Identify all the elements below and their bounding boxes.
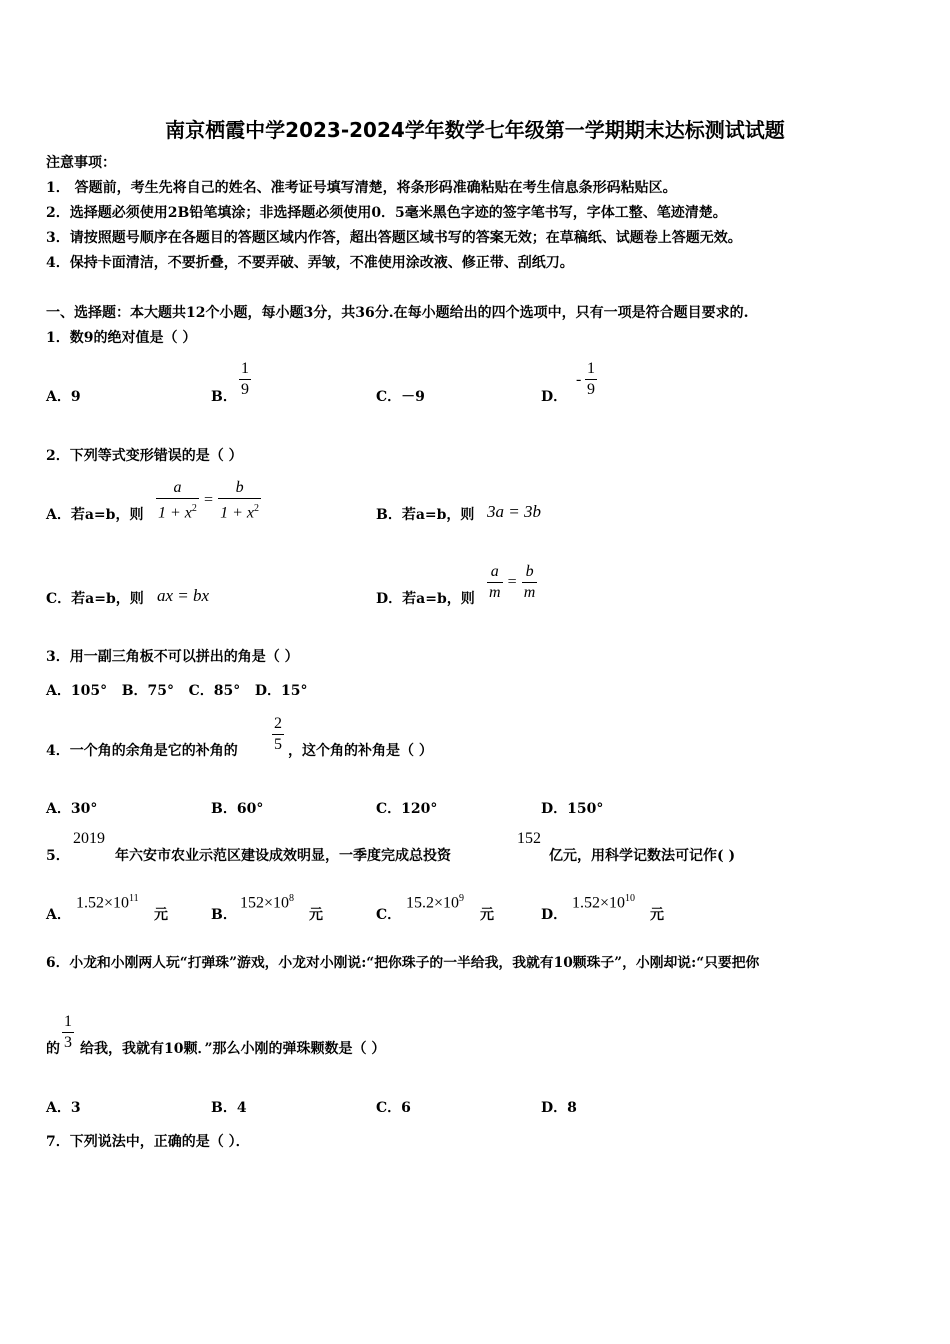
- q1-option-a: A．9: [46, 389, 81, 405]
- q1-d-numerator: 1: [585, 360, 597, 380]
- q2-a-sq1: 2: [191, 503, 197, 514]
- q5-d-unit: 元: [650, 907, 664, 923]
- section-heading: 一、选择题：本大题共12个小题，每小题3分，共36分.在每小题给出的四个选项中，只有一项是符合题目要求的.: [46, 305, 749, 321]
- q6-option-b: B．4: [211, 1100, 247, 1116]
- q4-option-d: D．150°: [541, 801, 604, 817]
- q6-stem-line1: 6．小龙和小刚两人玩“打弹珠”游戏，小龙对小刚说:“把你珠子的一半给我，我就有10颗珠子”，小刚却说:“只要把你: [46, 955, 760, 971]
- q2-d-num1: a: [487, 563, 503, 583]
- q2-option-d: D．若a=b，则: [376, 591, 475, 607]
- q1-option-d: D．: [541, 389, 568, 405]
- q2-d-equation: [487, 563, 537, 602]
- q1-option-c: C．－9: [376, 389, 425, 405]
- q5-option-d: D．: [541, 907, 568, 923]
- q2-option-c: C．若a=b，则: [46, 591, 144, 607]
- notice-item-1: 1． 答题前，考生先将自己的姓名、准考证号填写清楚，将条形码准确粘贴在考生信息条形码粘贴区。: [46, 180, 677, 196]
- q4-stem-pre: 4．一个角的余角是它的补角的: [46, 743, 238, 759]
- q2-a-num2: b: [218, 479, 261, 499]
- q4-numerator: 2: [272, 715, 284, 735]
- q5-year: 2019: [73, 830, 105, 847]
- q2-b-equation: 3a = 3b: [487, 502, 541, 521]
- notice-item-4: 4．保持卡面清洁，不要折叠，不要弄破、弄皱，不准使用涂改液、修正带、刮纸刀。: [46, 255, 574, 271]
- q2-a-equals: =: [204, 491, 214, 509]
- q3-stem: 3．用一副三角板不可以拼出的角是（ ）: [46, 649, 299, 665]
- q6-option-a: A．3: [46, 1100, 81, 1116]
- q6-stem2-pre: 的: [46, 1041, 60, 1057]
- page-title: 南京栖霞中学2023-2024学年数学七年级第一学期期末达标测试试题: [165, 118, 785, 142]
- q5-stem-post: 亿元，用科学记数法可记作( ): [549, 848, 736, 864]
- q1-b-numerator: 1: [239, 360, 251, 380]
- q2-option-a: A．若a=b，则: [46, 507, 144, 523]
- q5-c-value: $15.2\times 10^9$: [406, 893, 465, 912]
- q5-c-unit: 元: [480, 907, 494, 923]
- q2-d-den2: m: [523, 584, 536, 601]
- q2-d-num2: b: [522, 563, 538, 583]
- q2-option-b: B．若a=b，则: [376, 507, 475, 523]
- q5-stem-mid: 年六安市农业示范区建设成效明显，一季度完成总投资: [115, 848, 451, 864]
- q2-a-num1: a: [156, 479, 199, 499]
- q4-option-b: B．60°: [211, 801, 264, 817]
- q1-d-minus: -: [576, 371, 582, 388]
- q6-denominator: 3: [64, 1034, 72, 1051]
- q2-a-equation: [156, 479, 261, 522]
- q2-stem: 2．下列等式变形错误的是（ ）: [46, 448, 243, 464]
- q5-a-unit: 元: [154, 907, 168, 923]
- q5-amount: 152: [517, 830, 541, 847]
- q2-c-equation: ax = bx: [157, 586, 210, 605]
- q6-numerator: 1: [62, 1013, 74, 1033]
- q2-d-den1: m: [489, 584, 501, 601]
- q5-option-a: A．: [46, 907, 71, 923]
- q1-d-denominator: 9: [587, 381, 595, 398]
- q2-a-sq2: 2: [254, 503, 260, 514]
- notice-item-2: 2．选择题必须使用2B铅笔填涂；非选择题必须使用0．5毫米黑色字迹的签字笔书写，字体工整、笔迹清楚。: [46, 205, 727, 221]
- notice-heading: 注意事项：: [46, 155, 116, 171]
- q5-b-value: $152\times 10^8$: [240, 893, 295, 912]
- q5-b-unit: 元: [309, 907, 323, 923]
- q4-option-a: A．30°: [46, 801, 98, 817]
- q5-option-b: B．: [211, 907, 237, 923]
- q4-denominator: 5: [274, 736, 282, 753]
- q2-a-den1: 1 + x: [158, 504, 192, 522]
- q3-options: A．105° B．75° C．85° D．15°: [46, 683, 308, 699]
- q4-fraction: [272, 715, 284, 754]
- q1-b-denominator: 9: [241, 381, 249, 398]
- q2-d-equals: =: [507, 573, 517, 591]
- notice-item-3: 3．请按照题号顺序在各题目的答题区域内作答，超出答题区域书写的答案无效；在草稿纸、试题卷上答题无效。: [46, 230, 742, 246]
- q5-option-c: C．: [376, 907, 402, 923]
- q7-stem: 7．下列说法中，正确的是（ ）．: [46, 1134, 250, 1150]
- q6-option-d: D．8: [541, 1100, 577, 1116]
- q6-option-c: C．6: [376, 1100, 411, 1116]
- q1-b-fraction: [239, 360, 251, 399]
- q2-a-den2: 1 + x: [220, 504, 255, 522]
- q5-d-value: $1.52\times 10^{10}$: [572, 893, 636, 912]
- q1-option-b: B．: [211, 389, 237, 405]
- q1-stem: 1．数9的绝对值是（ ）: [46, 330, 197, 346]
- q4-stem-post: ，这个角的补角是（ ）: [288, 743, 433, 759]
- q1-d-fraction: [585, 360, 597, 399]
- q4-option-c: C．120°: [376, 801, 438, 817]
- q6-fraction: [62, 1013, 74, 1052]
- q5-number: 5．: [46, 848, 70, 864]
- q5-a-value: $1.52\times 10^{11}$: [76, 893, 139, 912]
- q6-stem2-post: 给我，我就有10颗．”那么小刚的弹珠颗数是（ ）: [80, 1041, 386, 1057]
